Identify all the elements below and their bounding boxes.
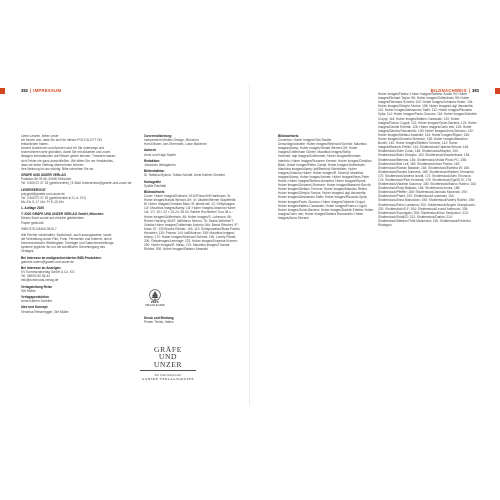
section-title: IMPRESSUM: [33, 88, 62, 93]
ads-contact: Bei Interesse an Anzeigen: KV Kommunalverlag GmbH & Co. KG Tel. 089/92 80 96-44 info@kommunal-verlag.de: [21, 266, 75, 283]
running-head-right: BILDNACHWEIS | 383: [430, 88, 479, 93]
page-edge-marker: [0, 88, 5, 94]
pefc-logo: [144, 289, 166, 308]
concept-credit: Idee und Konzept Veronica Reisenegger, Grit Müller: [21, 305, 69, 314]
section-title: BILDNACHWEIS: [430, 88, 467, 93]
photo-credits: Bildnachweis Cover: Huber Images/Eckhard; 2010/Fotos/Jeff Hartmann; 3r: Huber Images/Harald Wenzel-Orf; 4r: Ullstein/Werner Stapelfeldt; 8l: Huber Images/Christian Bäck; 9l: alimdi.net; 12: GettyImages; 12r: Mauritius images/Alamy; 13r: Huber Images/Johanna Huber; 14r, 17l, 19 r, 22 r: 22-24: 36 43: Sabine Rochertter/ Tour 38 o.: Huber Images/Gräfenhain; 46: Huber Images/S. Lubenow; 56: Robert Harding; 66/67: laif/Marco Simoni; 76: Sasha Weleber/T. Grabka Huber Images/Gräfenhain Antonio: 86r: Bernd Ritschel; 97: Kaos: 97: 130 Brooks Richter; 104, 112: Schapowalow/Rosa Patrick Henseler; 130: Prisma; 144: laif/Modrow; 158: Mauritius images/ Alamy; 172: Huber Images/Reinhard Schmid; 190: Lonely Planet; 200: Gettyimages/Leemage; 222: Huber Images/Susanne Kremer; 250: Huber Images/R. Mirau; 270: Mauritius images/Thomas Robbin; 300: Huber Images/Stefano Amantini: [144, 189, 240, 252]
print-credit: Druck und Bindung Printer Trento, Italien: [144, 316, 174, 325]
b2b-contact: Bei Interesse an maßgeschneiderten B2B-Produkten: gabriele.kuehn@graefe-und-unzer.de: [21, 255, 102, 264]
edition: 1. Auflage 2020: [21, 206, 45, 211]
leserservice: LESERSERVICE polyglott@graefe-und-unzer.de Tel. 0 800/72 37 33 (gebührenfrei in D, A, CH) Mo–Do 9–17 Uhr, Fr 9–16 Uhr: [21, 187, 86, 204]
publisher-logo: [138, 346, 198, 381]
credits-column: [144, 134, 240, 254]
logo-word-1: GRÄFE: [154, 345, 182, 354]
picture-editor: Bildredaktion Dr. Nafsika Mylona, Tobias Schlaff, Anne-Kathrin Scheiter: [144, 169, 226, 178]
rights-notice: Alle Rechte vorbehalten. Nachdruck, auch auszugsweise, sowie die Verbreitung durch Film, Funk, Fernsehen und Internet, durch fotomechanische Wiedergabe, Tonträger und Datenverarbeitungs- systeme jeglicher Art nur mit schriftlicher Genehmigung des Verlages.: [21, 233, 115, 254]
pefc-label: PEFC: [150, 300, 159, 304]
logo-word-3: UNZER: [153, 359, 183, 369]
pefc-code: PEFC/04-32-0928: [145, 304, 165, 308]
page-number: 383: [472, 88, 479, 93]
left-page: [14, 84, 250, 406]
management: Verlagsleitung Reise Grit Müller: [21, 284, 53, 293]
editor: Redaktion Johannes Verlagsbüro: [144, 158, 176, 167]
logo-subline-2: GANSKE VERLAGSGRUPPE: [142, 376, 194, 381]
photo-credits-column-2: Huber Images/Fantuz; Huber Images/Stefano Scatà; 94: Huber Images/Richard Taylor; 96: Huber Images/Gräfenhain; 98: Huber Images/Reinhard Schmid; 102: Huber Images/Johanna Huber; 104: Huber Images/Olimpio Fantuz; 108: Huber Images/Luigi Vaccarella; 110: Huber Images/Alessandro Saffo; 112: Huber Images/Riccardo Spila; 114: Huber Images/Paolo Giocoso; 116: Huber Images/Gabriele Croppi; 118: Huber Images/Matteo Carassale; 120: Huber Images/Franco Cogoli; 122: Huber Images/Guido Baviera; 124: Huber Images/Davide Erbetta; 126: Huber Images/Carlo Irek; 128: Huber Images/Sandra Raccanello; 130: Huber Images/Anna Serrano; 132: Huber Images/Stefano Amantini; 134: Huber Images/Ripani; 136: Huber Images/Giovanni Simeone; 138: Huber Images/Massimo Borchi; 140: Huber Images/Stefano Torrione; 142: Huber Images/Maurizio Rellini; 144: Shutterstock/Catarina Belova; 146: Shutterstock/Sorin Colac; 148: Shutterstock/Mapics; 150: Shutterstock/Boris Stroujko; 152: Shutterstock/Kavalenkava; 154: Shutterstock/Belenos; 156: Shutterstock/Vivida Photo PC; 158: Shutterstock/Nok Lek; 160: Shutterstock/Ivan Pavlov; 162: Shutterstock/Roman Babakin; 164: Shutterstock/Ewelina W; 166: Shutterstock/Ronald Sumners; 168: Shutterstock/Stefano Termanini; 170: Shutterstock/Andrea Izzotti; 172: Shutterstock/Alex Tihonovs; 174: Shutterstock/Piotr Krzeslak; 176: Shutterstock/Cge2010; 178: Shutterstock/Vladimir Sazonov; 180: Shutterstock/Marco Rubino; 182: Shutterstock/Rudy Balasko; 184: Shutterstock/Leoks; 186: Shutterstock/Pfeiffer; 188: Shutterstock/Jaroslav Moravcik; 190: Shutterstock/Phant; 192: Shutterstock/Lucamato; 194: Shutterstock/Anna Biancoloto; 196: Shutterstock/Valery Rokhin; 198: Shutterstock/Fabio Lamanna; 200: Shutterstock/Angelo Giampiccolo; 202: Shutterstock/S-F; 204: Shutterstock/Leonid Andronov; 206: Shutterstock/Tupungato; 208: Shutterstock/Ihor Serdyukov; 210: Shutterstock/Ecstk22; 212: Shutterstock/Darios; 214: Shutterstock/Stefano Politi Markovina; 216: Shutterstock/Federico Rostagno: [378, 92, 477, 227]
page-number: 382: [21, 88, 28, 93]
copyright: © 2020 GRÄFE UND UNZER VERLAG GmbH, München Dieses Buch wurde auf chlorfrei gebleichtem Papier gedruckt.: [21, 212, 104, 225]
logo-rule: [140, 370, 196, 371]
intro-text: Liebe Leserin, lieber Leser wir freuen uns, dass Sie sich für diesen POLYGLOTT ON entschieden haben. Unsere Autorinnen und Autoren sind für Sie unterwegs und recherchieren sehr gründlich, damit Sie mit aktuellen und zuver- lässigen Informationen auf Reisen gehen können. Trotzdem lassen sich Fehler nie ganz ausschließen. Wir bitten Sie um Verständnis, dass wir keine Haftung übernehmen können. Ihre Meinung ist uns wichtig. Bitte schreiben Sie an:: [21, 134, 116, 171]
imprint-column: [21, 134, 132, 316]
running-head-left: 382 | IMPRESSUM: [21, 88, 62, 93]
production: Verlagsproduktion Anne-Kathrin Scheiter: [21, 295, 53, 304]
cartography: Kartografie Sybille Rachfall: [144, 179, 166, 188]
cover-credit: Coverrealisierung: independent Medien-Design, München Horst Moser, Ann Ehrenhart, Luise Maxeiner: [144, 134, 207, 147]
book-spread: [14, 84, 486, 406]
right-page: [250, 84, 486, 406]
page-edge-marker: [495, 88, 500, 94]
logo-word-2: UND: [158, 352, 178, 362]
authors: Autoren Anne und Katja Sapfer: [144, 148, 177, 157]
photo-credits-column-1: Bildnachweis Coverfoto: Huber Images/Otto Stadler Umschlagrückseite: Huber Images/Reinhard Schmid; Mauritius images/Alamy; Huber Images/Harald Wenzel-Orf; Huber Images/Gräfenhain Günter; Mauritius images/Stella Innenteil: ddp images/Schlemmer; Huber Images/Bernhart; Interfoto; Huber Images/Susanne Kremer; Huber Images/Christian Bäck; Huber Images/Pietro Canali; Huber Images/Gräfenhain; Mauritius images/Alamy; laif/Berthold Steinhilber; Huber Images/Johanna Huber; Huber Images/R. Schmid; Mauritius images/Alamy; Huber Images/Leimer; Huber Images/Hans-Peter Huber; Huber Images/Stefano Amantini; Huber Images/Ripani; Huber Images/Giovanni Simeone; Huber Images/Massimo Borchi; Huber Images/Stefano Torrione; Huber Images/Maurizio Rellini; Huber Images/Olimpio Fantuz; Huber Images/Luigi Vaccarella; Huber Images/Alessandro Saffo; Huber Images/Riccardo Spila; Huber Images/Paolo Giocoso; Huber Images/Gabriele Croppi; Huber Images/Matteo Carassale; Huber Images/Franco Cogoli; Huber Images/Guido Baviera; Huber Images/Davide Erbetta; Huber Images/Carlo Irek; Huber Images/Sandra Raccanello; Huber Images/Anna Serrano: [278, 134, 374, 220]
publisher-address: GRÄFE UND UNZER VERLAG Postfach 86 03 66, 81630 München Tel. 0 800/72 37 33 (gebührenfrei) | E-Mail: leserservice@graefe-und-unzer.de: [21, 173, 132, 186]
logo-subline-1: Ein Unternehmen der: [154, 372, 182, 377]
isbn: ISBN 978-3-8464-0910-7: [21, 226, 57, 231]
